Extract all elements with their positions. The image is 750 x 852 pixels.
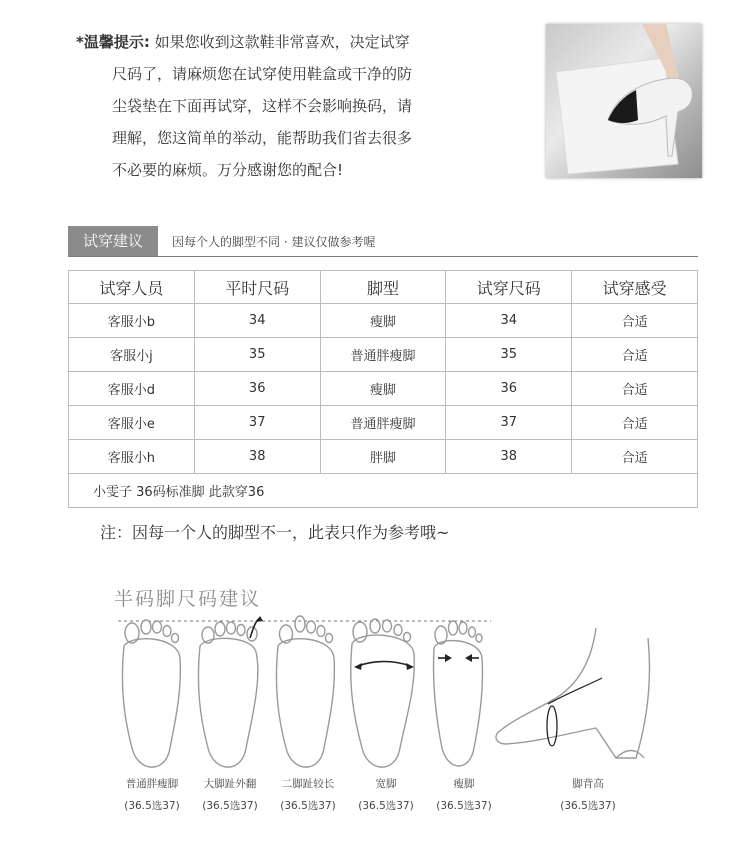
shoe-tryon-image	[546, 24, 702, 178]
notice-prefix: *温馨提示:	[76, 33, 150, 51]
foot-normal-icon	[122, 620, 180, 767]
table-cell: 客服小e	[69, 406, 195, 440]
notice-line: 尺码了，请麻烦您在试穿使用鞋盒或干净的防	[112, 65, 413, 83]
table-row	[69, 406, 698, 440]
table-cell: 38	[446, 440, 572, 474]
foot-label-bunion: 大脚趾外翻	[203, 778, 257, 790]
foot-label-long-toe: 二脚趾较长	[281, 778, 335, 790]
foot-tip-bunion: (36.5选37)	[202, 800, 258, 812]
tryon-photo	[546, 24, 702, 178]
tryon-table	[68, 270, 698, 508]
column-header: 脚型	[320, 271, 446, 304]
foot-high-instep-icon	[496, 628, 650, 758]
foot-tip-wide: (36.5选37)	[358, 800, 414, 812]
table-row	[69, 338, 698, 372]
table-row	[69, 304, 698, 338]
foot-label-normal: 普通胖瘦脚	[125, 778, 179, 790]
table-header-row	[69, 271, 698, 304]
column-header: 试穿尺码	[446, 271, 572, 304]
table-cell: 35	[194, 338, 320, 372]
table-cell: 客服小d	[69, 372, 195, 406]
foot-label-narrow: 瘦脚	[453, 778, 475, 790]
table-row	[69, 440, 698, 474]
reference-note: 注：因每一个人的脚型不一，此表只作为参考哦~	[100, 523, 450, 542]
foot-label-wide: 宽脚	[375, 778, 397, 790]
section-header	[68, 226, 698, 257]
table-footer-row	[69, 474, 698, 508]
foot-tip-normal: (36.5选37)	[124, 800, 180, 812]
table-row	[69, 372, 698, 406]
table-cell: 合适	[572, 372, 698, 406]
foot-tip-narrow: (36.5选37)	[436, 800, 492, 812]
column-header: 平时尺码	[194, 271, 320, 304]
table-cell: 客服小b	[69, 304, 195, 338]
table-cell: 普通胖瘦脚	[320, 406, 446, 440]
notice-line: 如果您收到这款鞋非常喜欢，决定试穿	[154, 33, 410, 51]
foot-tip-high-instep: (36.5选37)	[560, 800, 616, 812]
table-cell: 合适	[572, 338, 698, 372]
table-cell: 客服小h	[69, 440, 195, 474]
table-cell: 34	[446, 304, 572, 338]
table-cell: 合适	[572, 440, 698, 474]
table-cell: 38	[194, 440, 320, 474]
table-cell: 37	[194, 406, 320, 440]
notice-line: 理解，您这简单的举动，能帮助我们省去很多	[112, 129, 413, 147]
table-cell: 胖脚	[320, 440, 446, 474]
foot-tip-long-toe: (36.5选37)	[280, 800, 336, 812]
table-cell: 37	[446, 406, 572, 440]
table-cell: 36	[194, 372, 320, 406]
table-cell: 34	[194, 304, 320, 338]
table-cell: 36	[446, 372, 572, 406]
advice-title: 半码脚尺码建议	[114, 588, 262, 610]
table-cell: 瘦脚	[320, 304, 446, 338]
section-subtitle: 因每个人的脚型不同 · 建议仅做参考喔	[172, 235, 376, 249]
foot-narrow-icon	[433, 621, 482, 766]
foot-label-high-instep: 脚背高	[572, 778, 604, 790]
table-cell: 合适	[572, 304, 698, 338]
table-cell: 客服小j	[69, 338, 195, 372]
foot-bunion-icon	[198, 616, 263, 767]
table-cell: 普通胖瘦脚	[320, 338, 446, 372]
notice-line: 不必要的麻烦。万分感谢您的配合!	[112, 161, 344, 179]
column-header: 试穿人员	[69, 271, 195, 304]
foot-long-second-toe-icon	[276, 616, 334, 767]
column-header: 试穿感受	[572, 271, 698, 304]
table-cell: 瘦脚	[320, 372, 446, 406]
table-cell: 35	[446, 338, 572, 372]
foot-wide-icon	[351, 619, 415, 767]
table-cell: 合适	[572, 406, 698, 440]
table-footer: 小雯子 36码标准脚 此款穿36	[69, 474, 698, 508]
notice-line: 尘袋垫在下面再试穿，这样不会影响换码，请	[112, 97, 413, 115]
section-tag: 试穿建议	[68, 226, 158, 256]
